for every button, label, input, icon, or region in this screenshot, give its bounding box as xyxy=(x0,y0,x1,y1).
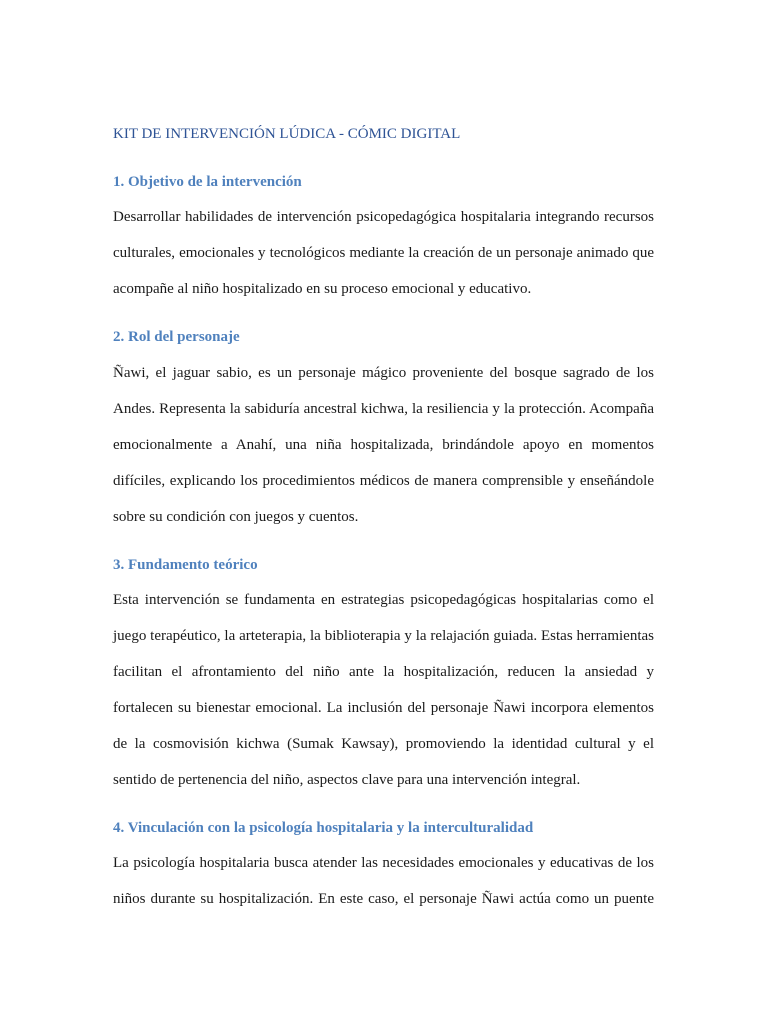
paragraph-line: difíciles, explicando los procedimientos médicos de manera comprensible y enseñándole xyxy=(113,473,654,489)
section-heading-fundamento: 3. Fundamento teórico xyxy=(113,557,258,573)
section-body-rol xyxy=(113,355,654,535)
section-body-vinculacion xyxy=(113,845,654,917)
document-title: KIT DE INTERVENCIÓN LÚDICA - CÓMIC DIGITAL xyxy=(113,126,461,142)
paragraph-line: Desarrollar habilidades de intervención psicopedagógica hospitalaria integrando recursos xyxy=(113,209,654,225)
paragraph-line: fortalecen su bienestar emocional. La inclusión del personaje Ñawi incorpora elementos xyxy=(113,700,654,716)
paragraph-line: sentido de pertenencia del niño, aspectos clave para una intervención integral. xyxy=(113,772,581,788)
paragraph-line: Ñawi, el jaguar sabio, es un personaje mágico proveniente del bosque sagrado de los xyxy=(113,365,654,381)
section-body-objetivo xyxy=(113,199,654,307)
section-heading-rol: 2. Rol del personaje xyxy=(113,329,240,345)
paragraph-line: niños durante su hospitalización. En este caso, el personaje Ñawi actúa como un puente xyxy=(113,891,654,907)
paragraph-line: sobre su condición con juegos y cuentos. xyxy=(113,509,359,525)
paragraph-line: de la cosmovisión kichwa (Sumak Kawsay), promoviendo la identidad cultural y el xyxy=(113,736,654,752)
paragraph-line: Andes. Representa la sabiduría ancestral kichwa, la resiliencia y la protección. Acompaña xyxy=(113,401,654,417)
paragraph-line: acompañe al niño hospitalizado en su proceso emocional y educativo. xyxy=(113,281,532,297)
paragraph-line: emocionalmente a Anahí, una niña hospitalizada, brindándole apoyo en momentos xyxy=(113,437,654,453)
paragraph-line: juego terapéutico, la arteterapia, la biblioterapia y la relajación guiada. Estas herramientas xyxy=(113,628,654,644)
section-heading-vinculacion: 4. Vinculación con la psicología hospitalaria y la interculturalidad xyxy=(113,820,534,836)
paragraph-line: culturales, emocionales y tecnológicos mediante la creación de un personaje animado que xyxy=(113,245,654,261)
paragraph-line: Esta intervención se fundamenta en estrategias psicopedagógicas hospitalarias como el xyxy=(113,592,654,608)
paragraph-line: La psicología hospitalaria busca atender las necesidades emocionales y educativas de los xyxy=(113,855,654,871)
section-body-fundamento xyxy=(113,582,654,798)
section-heading-objetivo: 1. Objetivo de la intervención xyxy=(113,174,302,190)
paragraph-line: facilitan el afrontamiento del niño ante la hospitalización, reducen la ansiedad y xyxy=(113,664,654,680)
